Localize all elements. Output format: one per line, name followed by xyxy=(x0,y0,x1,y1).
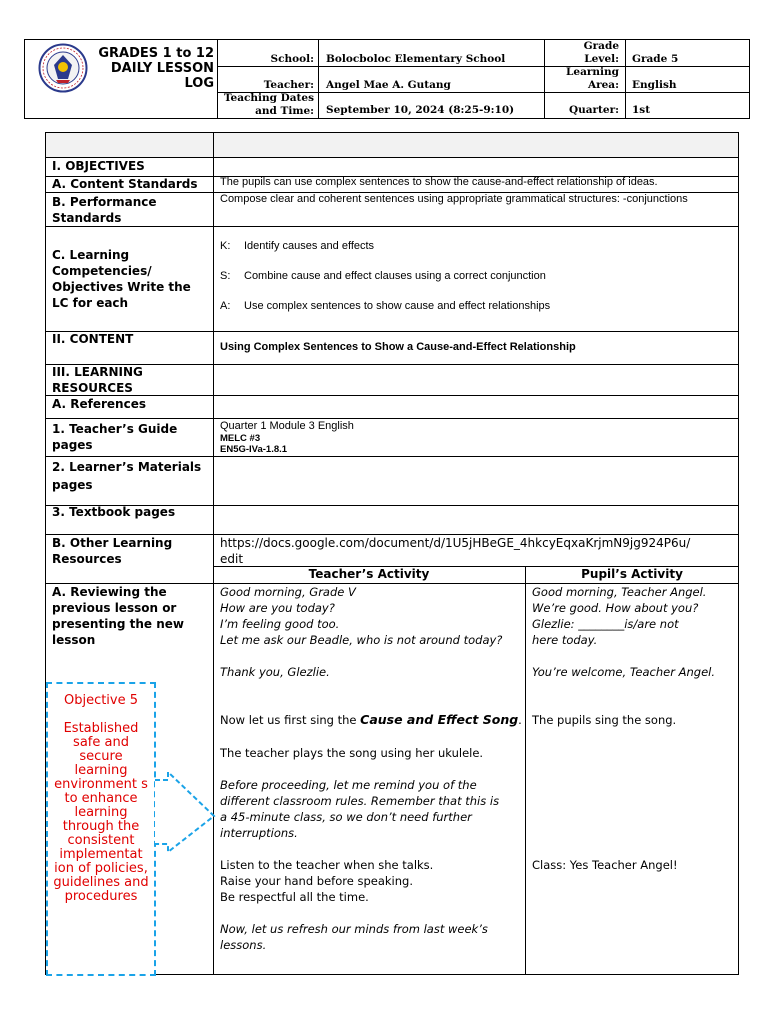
content-standards-label: A. Content Standards xyxy=(52,177,198,191)
teacher-line: a 45-minute class, so we don’t need further xyxy=(220,810,472,824)
teacher-line: I’m feeling good too. xyxy=(220,617,340,631)
pupil-activity-header: Pupil’s Activity xyxy=(581,567,683,581)
quarter-label: Quarter: xyxy=(568,104,619,116)
pupil-line: Class: Yes Teacher Angel! xyxy=(532,858,678,872)
teacher-line: interruptions. xyxy=(220,826,298,840)
teacher-line: Thank you, Glezlie. xyxy=(220,665,330,679)
objective-k: K: Identify causes and effects xyxy=(220,240,375,252)
teacher-line: Let me ask our Beadle, who is not around today? xyxy=(220,633,503,647)
performance-standards-label: B. Performance Standards xyxy=(52,195,157,225)
deped-seal-logo xyxy=(38,43,88,93)
table-header-band xyxy=(46,133,738,157)
teacher-line: Listen to the teacher when she talks. xyxy=(220,858,434,872)
callout-body: Established safe and secure learning environment s to enhance learning through the consistent implementat ion of policies, guidelines and procedures xyxy=(53,721,149,904)
pupil-line: Glezlie: ________is/are not xyxy=(532,617,679,631)
school-label: School: xyxy=(270,53,314,65)
dates-label: Teaching Dates and Time: xyxy=(223,92,314,117)
callout-title: Objective 5 xyxy=(63,693,139,708)
content-heading: II. CONTENT xyxy=(52,332,134,346)
area-label: Learning Area: xyxy=(566,66,619,91)
references-label: A. References xyxy=(52,397,146,411)
objective-s: S: Combine cause and effect clauses using a correct conjunction xyxy=(220,270,546,282)
learning-resources-heading: III. LEARNING RESOURCES xyxy=(52,365,143,395)
performance-standards-value: Compose clear and coherent sentences using appropriate grammatical structures: -conjunctions xyxy=(220,193,688,205)
teacher-line: Before proceeding, let me remind you of the xyxy=(220,778,477,792)
teacher-label: Teacher: xyxy=(263,79,314,91)
objectives-heading: I. OBJECTIVES xyxy=(52,159,145,173)
learning-competencies-label: C. Learning Competencies/ Objectives Write the LC for each xyxy=(52,248,191,310)
teacher-line: How are you today? xyxy=(220,601,335,615)
content-standards-value: The pupils can use complex sentences to show the cause-and-effect relationship of ideas. xyxy=(220,176,658,188)
teacher-line: Be respectful all the time. xyxy=(220,890,369,904)
area-value: English xyxy=(632,79,677,91)
grade-label: Grade Level: xyxy=(583,40,619,65)
teacher-line: Good morning, Grade V xyxy=(220,585,356,599)
teachers-guide-value: Quarter 1 Module 3 English MELC #3 EN5G-IVa-1.8.1 xyxy=(220,420,354,455)
reviewing-lesson-label: A. Reviewing the previous lesson or presenting the new lesson xyxy=(52,585,184,647)
other-resources-label: B. Other Learning Resources xyxy=(52,536,173,566)
teachers-guide-label: 1. Teacher’s Guide pages xyxy=(52,422,178,452)
textbook-pages-label: 3. Textbook pages xyxy=(52,505,176,519)
teacher-line: Now, let us refresh our minds from last week’s xyxy=(220,922,488,936)
dates-value: September 10, 2024 (8:25-9:10) xyxy=(326,104,515,116)
content-value: Using Complex Sentences to Show a Cause-and-Effect Relationship xyxy=(220,341,576,353)
teacher-value: Angel Mae A. Gutang xyxy=(326,79,451,91)
teacher-line: different classroom rules. Remember that this is xyxy=(220,794,500,808)
pupil-line: The pupils sing the song. xyxy=(532,713,677,727)
header-title: GRADES 1 to 12 DAILY LESSON LOG xyxy=(98,46,214,91)
other-resources-link[interactable]: https://docs.google.com/document/d/1U5jHBeGE_4hkcyEqxaKrjmN9jg924P6u/ edit xyxy=(220,536,691,566)
pupil-line: We’re good. How about you? xyxy=(532,601,699,615)
teacher-line: The teacher plays the song using her ukulele. xyxy=(220,746,484,760)
grade-value: Grade 5 xyxy=(632,53,679,65)
quarter-value: 1st xyxy=(632,104,651,116)
teacher-line: lessons. xyxy=(220,938,267,952)
school-value: Bolocboloc Elementary School xyxy=(326,53,506,65)
pupil-line: You’re welcome, Teacher Angel. xyxy=(532,665,716,679)
objective-a: A: Use complex sentences to show cause and effect relationships xyxy=(220,300,551,312)
pupil-line: Good morning, Teacher Angel. xyxy=(532,585,707,599)
teacher-activity-header: Teacher’s Activity xyxy=(308,567,430,581)
teacher-line: Raise your hand before speaking. xyxy=(220,874,413,888)
callout-arrow xyxy=(154,770,218,860)
pupil-line: here today. xyxy=(532,633,598,647)
teacher-line-song: Now let us first sing the Cause and Effect Song. xyxy=(220,712,522,727)
learners-materials-label: 2. Learner’s Materials pages xyxy=(52,460,202,492)
